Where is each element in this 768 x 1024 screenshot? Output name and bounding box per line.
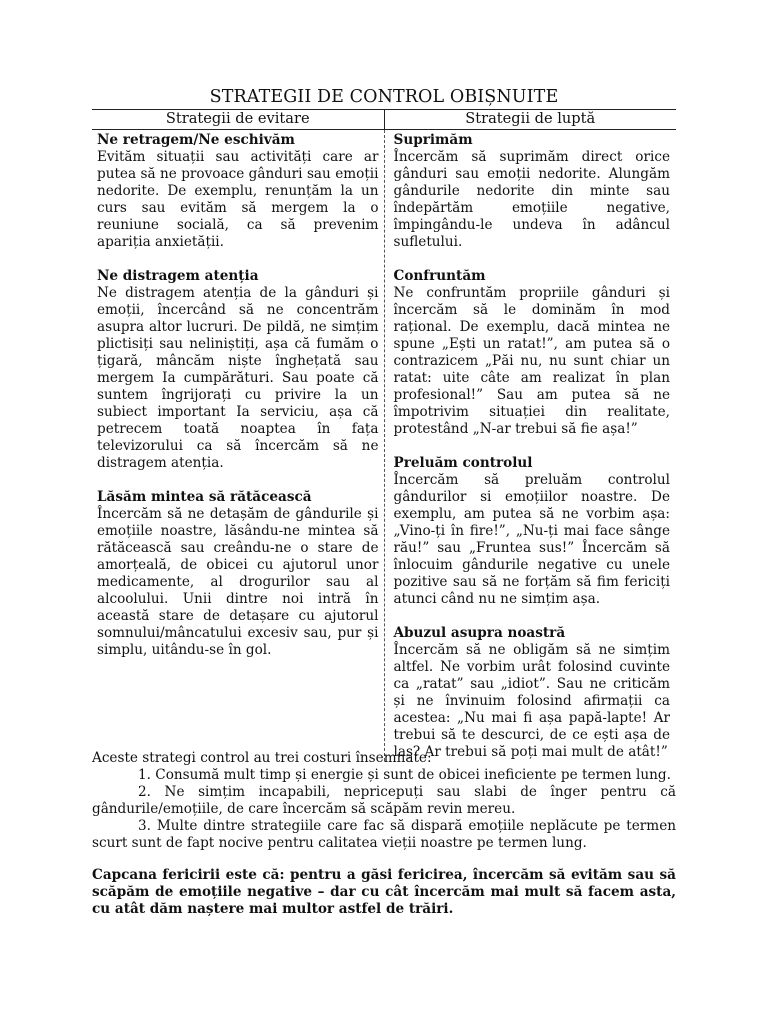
section-heading: Suprimăm [393,132,473,148]
section-heading: Lăsăm mintea să rătăcească [97,489,312,505]
cost-item: 2. Ne simțim incapabili, nepricepuți sau slabi de înger pentru că gândurile/emoțiile, de care încercăm să scăpăm revin mereu. [92,784,676,817]
costs-intro: Aceste strategi control au trei costuri însemnate: [92,750,432,766]
section-text: Evităm situații sau activități care ar putea să ne provoace gânduri sau emoții nedorite. De exemplu, renunțăm la un curs sau evităm să mergem la o reuniune socială, ca să prevenim apariția anxietății. [97,149,379,250]
section-text: Ne distragem atenția de la gânduri și emoții, încercând să ne concentrăm asupra altor lucruri. De pildă, ne simțim plictisiți sau neliniștiți, așa că fumăm o țigară, mâncăm niște înghețată sau mergem Ia cumpărături. Sau poate că suntem îngrijorați cu privire la un subiect important Ia serviciu, așa că petrecem toată noaptea în fața televizorului ca să încercăm să ne distragem atenția. [97,285,379,471]
avoidance-section-wander [97,489,379,659]
section-heading: Confruntăm [393,268,486,284]
costs-block [92,750,676,852]
section-heading: Ne retragem/Ne eschivăm [97,132,295,148]
avoidance-section-withdraw [97,132,379,251]
strategies-table [92,109,676,761]
section-heading: Abuzul asupra noastră [393,625,566,641]
section-text: Încercăm să ne detașăm de gândurile și emoțiile noastre, lăsându-ne mintea să rătăcească sau creându-ne o stare de amorțeală, de obicei cu ajutorul unor medicamente, al drogurilor sau al alcoolului. Unii dintre noi intră în această stare de detașare cu ajutorul somnului/mâncatului excesiv sau, pur și simplu, uitându-se în gol. [97,506,379,658]
section-heading: Preluăm controlul [393,455,533,471]
section-heading: Ne distragem atenția [97,268,259,284]
struggle-section-confront [394,268,671,438]
struggle-section-self-abuse [394,625,671,761]
happiness-trap-conclusion: Capcana fericirii este că: pentru a găsi fericirea, încercăm să evităm sau să scăpăm de emoțiile negative – dar cu cât încercăm mai mult să facem asta, cu atât dăm naștere mai multor astfel de trăiri. [92,867,676,917]
struggle-section-suppress [394,132,671,251]
avoidance-section-distract [97,268,379,472]
struggle-column [384,130,676,762]
section-text: Încercăm să ne obligăm să ne simțim altfel. Ne vorbim urât folosind cuvinte ca „ratat” sau „idiot”. Sau ne criticăm și ne învinuim folosind afirmații ca acestea: „Nu mai fi așa papă-lapte! Ar trebui să te descurci, de ce ești așa de laș? Ar trebui să poți mai mult de atât!” [393,642,670,760]
cost-item: 1. Consumă mult timp și energie și sunt de obicei ineficiente pe termen lung. [138,767,671,783]
page-title: STRATEGII DE CONTROL OBIȘNUITE [209,87,559,107]
section-text: Încercăm să suprimăm direct orice gânduri sau emoții nedorite. Alungăm gândurile nedorite din minte sau îndepărtăm emoțiile negative, împingându-le undeva în adâncul sufletului. [393,149,670,250]
avoidance-column [92,130,384,762]
cost-item: 3. Multe dintre strategiile care fac să dispară emoțiile neplăcute pe termen scurt sunt de fapt nocive pentru calitatea vieții noastre pe termen lung. [92,818,676,851]
struggle-column-header: Strategii de luptă [384,110,676,130]
avoidance-column-header: Strategii de evitare [92,110,384,130]
struggle-section-control [394,455,671,608]
section-text: Ne confruntăm propriile gânduri și încercăm să le dominăm în mod rațional. De exemplu, dacă mintea ne spune „Ești un ratat!”, am putea să o contrazicem „Păi nu, nu sunt chiar un ratat: uite câte am realizat în plan profesional!” Sau am putea să ne împotrivim situației din realitate, protestând „N-ar trebui să fie așa!” [393,285,670,437]
section-text: Încercăm să preluăm controlul gândurilor si emoțiilor noastre. De exemplu, am putea să ne vorbim așa: „Vino-ți în fire!”, „Nu-ți mai face sânge rău!” sau „Fruntea sus!” Încercăm să înlocuim gândurile negative cu unele pozitive sau să ne forțăm să fim fericiți atunci când nu ne simțim așa. [393,472,670,607]
